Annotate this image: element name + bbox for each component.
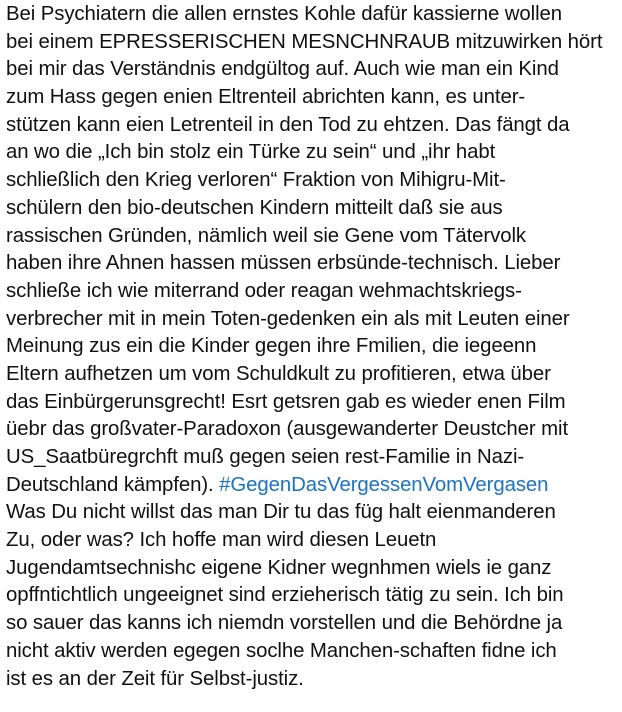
line-text: Deutschland kämpfen). bbox=[6, 473, 214, 496]
text-line: nicht aktiv werden egegen soclhe Manchen-schaften fidne ich bbox=[6, 639, 557, 662]
text-line: das Einbürgerunsgrecht! Esrt getsren gab es wieder enen Film bbox=[6, 390, 566, 413]
text-line: schülern den bio-deutschen Kindern mitteilt daß sie aus bbox=[6, 196, 503, 219]
text-line: Jugendamtsechnishc eigene Kidner wegnhmen wiels ie ganz bbox=[6, 556, 552, 579]
hashtag-link[interactable]: #GegenDasVergessenVomVergasen bbox=[219, 473, 549, 496]
text-line: opffntichtlich ungeeignet sind erzieherisch tätig zu sein. Ich bin bbox=[6, 584, 564, 607]
text-line: Eltern aufhetzen um vom Schuldkult zu profitieren, etwa über bbox=[6, 362, 551, 385]
text-line: zum Hass gegen enien Eltrenteil abrichten kann, es unter- bbox=[6, 86, 526, 109]
text-line: an wo die „Ich bin stolz ein Türke zu sein“ und „ihr habt bbox=[6, 141, 496, 164]
text-line: Zu, oder was? Ich hoffe man wird diesen Leuetn bbox=[6, 529, 437, 552]
text-line: verbrecher mit in mein Toten-gedenken ein als mit Leuten einer bbox=[6, 307, 570, 330]
text-line: so sauer das kanns ich niemdn vorstellen und die Behördne ja bbox=[6, 612, 563, 635]
text-line: schließe ich wie miterrand oder reagan wehmachtskriegs- bbox=[6, 279, 522, 302]
text-line-with-hashtag bbox=[6, 472, 622, 500]
text-line: ist es an der Zeit für Selbst-justiz. bbox=[6, 667, 304, 690]
text-line: bei mir das Verständnis endgültog auf. Auch wie man ein Kind bbox=[6, 58, 559, 81]
text-line: haben ihre Ahnen hassen müssen erbsünde-technisch. Lieber bbox=[6, 252, 561, 275]
text-line: US_Saatbüregrchft muß gegen seien rest-Familie in Nazi- bbox=[6, 446, 525, 468]
text-line: Meinung zus ein die Kinder gegen ihre Fmilien, die iegeenn bbox=[6, 335, 537, 358]
text-line: Was Du nicht willst das man Dir tu das füg halt eienmanderen bbox=[6, 501, 556, 524]
text-line: stützen kann eien Letrenteil in den Tod zu ehtzen. Das fängt da bbox=[6, 113, 570, 136]
text-line: Bei Psychiatern die allen ernstes Kohle dafür kassierne wollen bbox=[6, 3, 562, 25]
text-line: üebr das großvater-Paradoxon (ausgewanderter Deustcher mit bbox=[6, 418, 569, 441]
text-line: bei einem EPRESSERISCHEN MESNCHNRAUB mitzuwirken hört bbox=[6, 30, 603, 53]
post-text-body bbox=[6, 1, 622, 693]
text-line: rassischen Gründen, nämlich weil sie Gene vom Tätervolk bbox=[6, 224, 526, 247]
text-line: schließlich den Krieg verloren“ Fraktion von Mihigru-Mit- bbox=[6, 169, 506, 192]
